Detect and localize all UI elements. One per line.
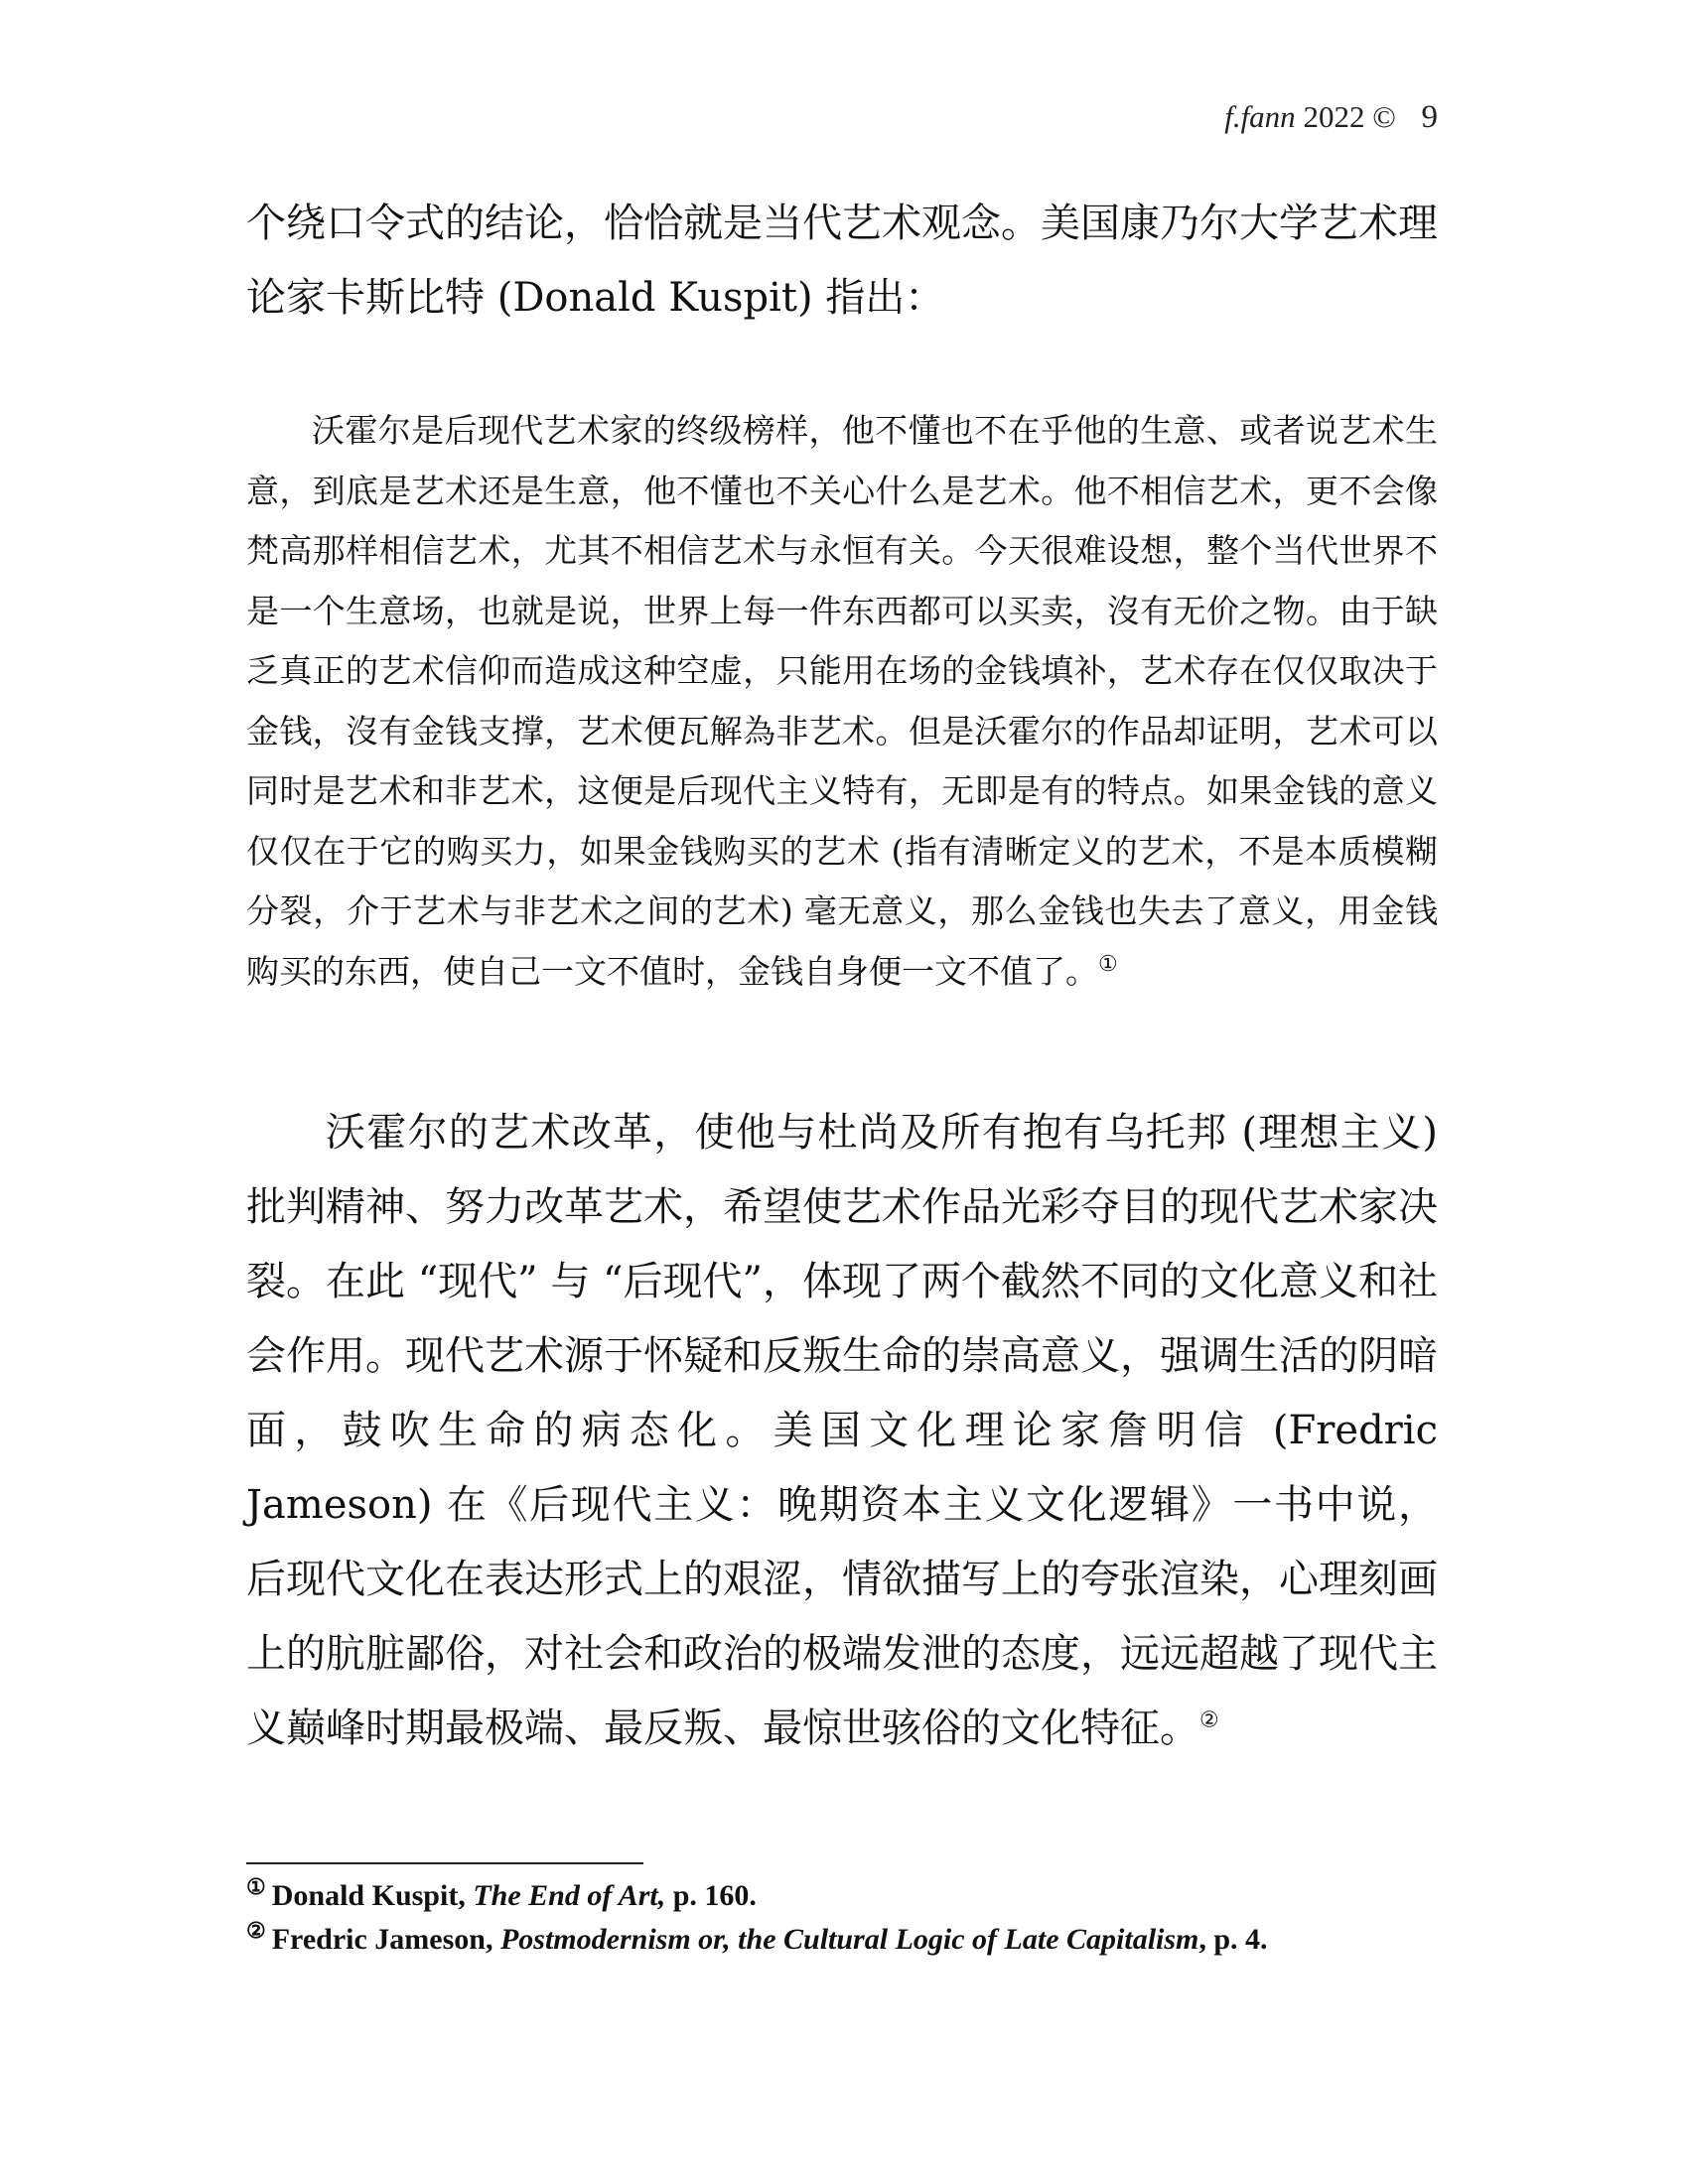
footnote-1-mark: ① xyxy=(246,1874,266,1899)
footnote-1-author: Donald Kuspit, xyxy=(271,1879,466,1912)
footnote-divider xyxy=(246,1862,643,1864)
header-year: 2022 xyxy=(1303,99,1365,134)
footnote-1 xyxy=(246,1874,757,1913)
footnote-1-page: p. 160. xyxy=(672,1879,757,1912)
page-header xyxy=(1224,99,1438,136)
footnote-2-author: Fredric Jameson, xyxy=(271,1923,493,1956)
footnote-2-title: Postmodernism or, the Cultural Logic of Late Capitalism xyxy=(499,1923,1199,1956)
footnote-2-mark: ② xyxy=(246,1918,266,1943)
footnote-1-title: The End of Art, xyxy=(473,1879,666,1912)
paragraph-footnote-ref: ② xyxy=(1199,1707,1219,1733)
footnote-2-page: , p. 4. xyxy=(1198,1923,1268,1956)
footnote-2 xyxy=(246,1918,1268,1957)
paragraph-1-text: 个绕口令式的结论，恰恰就是当代艺术观念。美国康乃尔大学艺术理论家卡斯比特 (Donald Kuspit) 指出： xyxy=(246,201,1438,321)
paragraph-2-text: 沃霍尔的艺术改革，使他与杜尚及所有抱有乌托邦 (理想主义) 批判精神、努力改革艺术，希望使艺术作品光彩夺目的现代艺术家决裂。在此 “现代” 与 “后现代”，体现了两个截然不同的文化意义和社会作用。现代艺术源于怀疑和反叛生命的崇高意义，强调生活的阴暗面，鼓吹生命的病态化。美国文化理论家詹明信 (Fredric Jameson) 在《后现代主义：晚期资本主义文化逻辑》一书中说，后现代文化在表达形式上的艰涩，情欲描写上的夸张渲染，心理刻画上的肮脏鄙俗，对社会和政治的极端发泄的态度，远远超越了现代主义巅峰时期最极端、最反叛、最惊世骇俗的文化特征。 xyxy=(246,1110,1438,1751)
quote-footnote-ref: ① xyxy=(1098,951,1118,977)
paragraph-continuation xyxy=(246,187,1438,336)
quote-text: 沃霍尔是后现代艺术家的终级榜样，他不懂也不在乎他的生意、或者说艺术生意，到底是艺术还是生意，他不懂也不关心什么是艺术。他不相信艺术，更不会像梵高那样相信艺术，尤其不相信艺术与永恒有关。今天很难设想，整个当代世界不是一个生意场，也就是说，世界上每一件东西都可以买卖，沒有无价之物。由于缺乏真正的艺术信仰而造成这种空虚，只能用在场的金钱填补，艺术存在仅仅取决于金钱，沒有金钱支撑，艺术便瓦解為非艺术。但是沃霍尔的作品却证明，艺术可以同时是艺术和非艺术，这便是后现代主义特有，无即是有的特点。如果金钱的意义仅仅在于它的购买力，如果金钱购买的艺术 (指有清晰定义的艺术，不是本质模糊分裂，介于艺术与非艺术之间的艺术) 毫无意义，那么金钱也失去了意义，用金钱购买的东西，使自己一文不值时，金钱自身便一文不值了。 xyxy=(246,411,1438,991)
paragraph-warhol-reform xyxy=(246,1096,1438,1766)
header-author: f.fann xyxy=(1224,99,1296,134)
block-quote xyxy=(246,401,1438,1002)
page-number: 9 xyxy=(1421,99,1438,135)
copyright-symbol: © xyxy=(1372,99,1396,134)
